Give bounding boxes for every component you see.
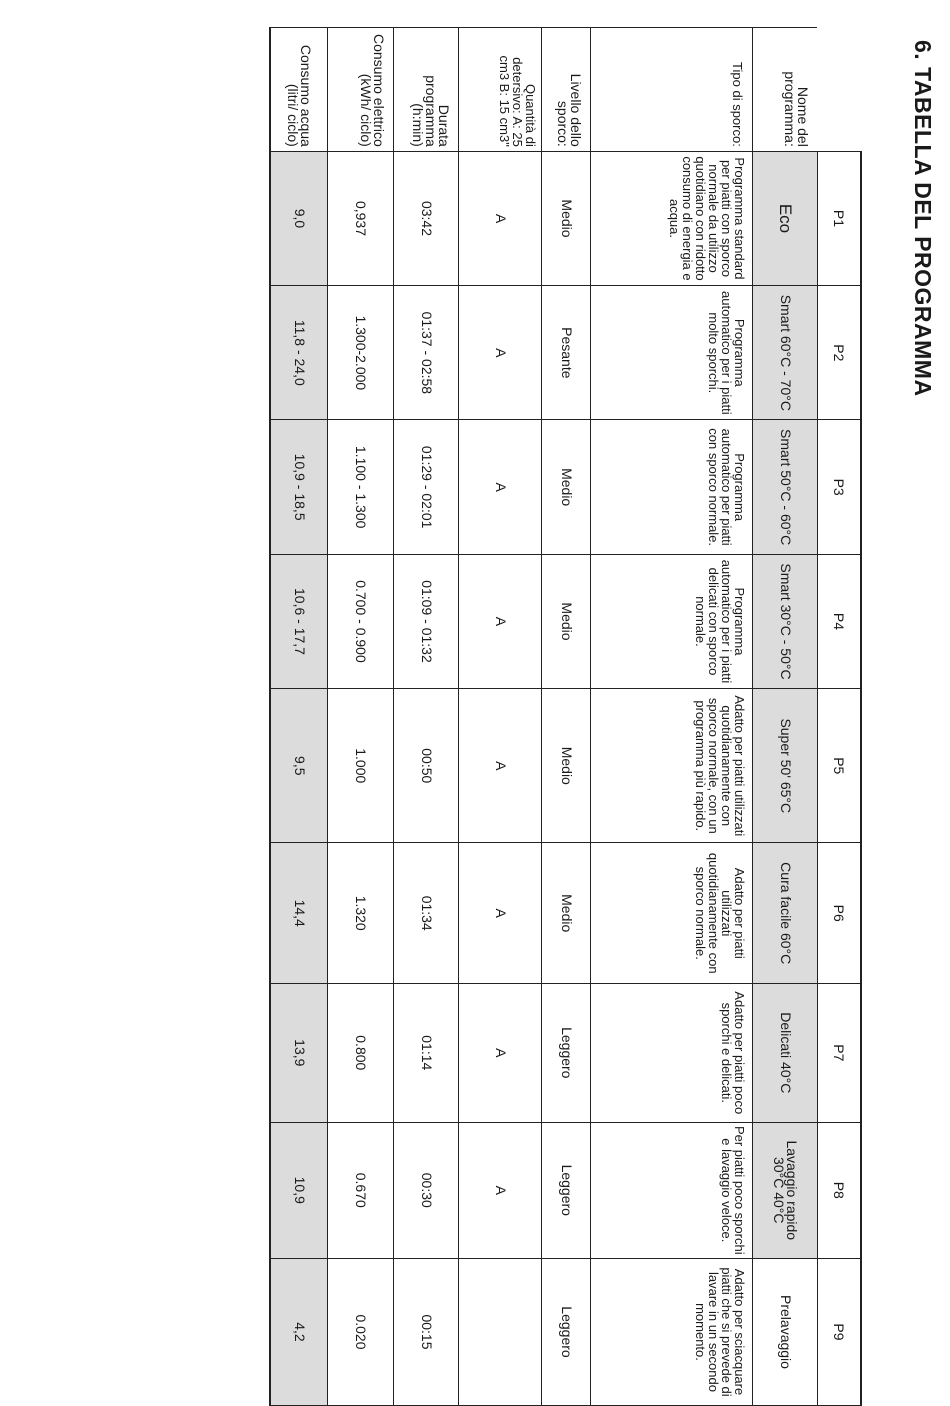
program-header-cell: P7 bbox=[818, 984, 862, 1123]
energy-cell: 1.100 - 1.300 bbox=[328, 420, 394, 554]
duration-cell: 00:50 bbox=[394, 689, 459, 843]
energy-cell: 1.300-2.000 bbox=[328, 286, 394, 420]
soil-level-cell: Pesante bbox=[542, 286, 591, 420]
detergent-row bbox=[459, 28, 542, 1406]
soil-type-cell: Per piatti poco sporchi e lavaggio veloce. bbox=[591, 1122, 753, 1258]
soil-level-cell: Medio bbox=[542, 554, 591, 688]
program-name-row bbox=[753, 28, 818, 1406]
row-label: Durata programma (h:min) bbox=[394, 28, 459, 152]
duration-cell: 03:42 bbox=[394, 151, 459, 285]
detergent-cell: A bbox=[459, 1122, 542, 1258]
energy-cell: 1.000 bbox=[328, 689, 394, 843]
program-table bbox=[270, 27, 863, 1406]
soil-level-cell: Leggero bbox=[542, 1258, 591, 1405]
duration-cell: 01:37 - 02:58 bbox=[394, 286, 459, 420]
row-label: Quantità di detersivo: A: 25 cm3 B: 15 cm3" bbox=[459, 28, 542, 152]
program-header-cell: P3 bbox=[818, 420, 862, 554]
program-name-cell: Smart 50°C - 60°C bbox=[753, 420, 818, 554]
duration-cell: 01:29 - 02:01 bbox=[394, 420, 459, 554]
water-cell: 11,8 - 24,0 bbox=[271, 286, 329, 420]
duration-cell: 01:34 bbox=[394, 843, 459, 984]
soil-type-cell: Adatto per piatti utilizzati quotidianamente con sporco normale. bbox=[591, 843, 753, 984]
program-name-cell: Prelavaggio bbox=[753, 1258, 818, 1405]
water-cell: 10,9 - 18,5 bbox=[271, 420, 329, 554]
energy-cell: 0.700 - 0.900 bbox=[328, 554, 394, 688]
energy-cell: 0,937 bbox=[328, 151, 394, 285]
energy-cell: 0.800 bbox=[328, 984, 394, 1123]
program-name-cell: Smart 30°C - 50°C bbox=[753, 554, 818, 688]
row-label: Consumo acqua (litri/ ciclo) bbox=[271, 28, 329, 152]
program-name-cell: Lavaggio rapido 30°C 40°C bbox=[753, 1122, 818, 1258]
program-name-cell: Eco bbox=[753, 151, 818, 285]
program-header-cell: P8 bbox=[818, 1122, 862, 1258]
row-label: Nome del programma: bbox=[753, 28, 818, 152]
soil-level-cell: Leggero bbox=[542, 1122, 591, 1258]
water-cell: 4,2 bbox=[271, 1258, 329, 1405]
energy-cell: 1.320 bbox=[328, 843, 394, 984]
soil-type-cell: Adatto per piatti poco sporchi e delicati. bbox=[591, 984, 753, 1123]
page-title: 6. TABELLA DEL PROGRAMMA bbox=[910, 40, 936, 397]
program-name-cell: Cura facile 60°C bbox=[753, 843, 818, 984]
detergent-cell: A bbox=[459, 286, 542, 420]
duration-cell: 00:30 bbox=[394, 1122, 459, 1258]
soil-level-cell: Medio bbox=[542, 151, 591, 285]
detergent-cell: A bbox=[459, 984, 542, 1123]
soil-type-cell: Programma automatico per i piatti delicati con sporco normale. bbox=[591, 554, 753, 688]
detergent-cell: A bbox=[459, 151, 542, 285]
soil-type-cell: Programma standard per piatti con sporco normale da utilizzo quotidiano con ridotto consumo di energia e acqua. bbox=[591, 151, 753, 285]
row-label: Livello dello sporco: bbox=[542, 28, 591, 152]
header-row bbox=[818, 28, 862, 1406]
soil-type-cell: Adatto per piatti utilizzati quotidianamente con sporco normale, con un programma più rapido. bbox=[591, 689, 753, 843]
detergent-cell: A bbox=[459, 689, 542, 843]
detergent-cell: A bbox=[459, 843, 542, 984]
duration-cell: 00:15 bbox=[394, 1258, 459, 1405]
water-cell: 13,9 bbox=[271, 984, 329, 1123]
soil-type-cell: Programma automatico per i piatti molto sporchi. bbox=[591, 286, 753, 420]
program-name-cell: Delicati 40°C bbox=[753, 984, 818, 1123]
water-cell: 14,4 bbox=[271, 843, 329, 984]
program-header-cell: P2 bbox=[818, 286, 862, 420]
row-label: Tipo di sporco: bbox=[591, 28, 753, 152]
detergent-cell: A bbox=[459, 420, 542, 554]
energy-row bbox=[328, 28, 394, 1406]
water-row bbox=[271, 28, 329, 1406]
detergent-cell bbox=[459, 1258, 542, 1405]
soil-level-row bbox=[542, 28, 591, 1406]
detergent-cell: A bbox=[459, 554, 542, 688]
header-corner bbox=[818, 28, 862, 152]
soil-type-row bbox=[591, 28, 753, 1406]
soil-level-cell: Leggero bbox=[542, 984, 591, 1123]
soil-level-cell: Medio bbox=[542, 689, 591, 843]
water-cell: 10,9 bbox=[271, 1122, 329, 1258]
water-cell: 9,5 bbox=[271, 689, 329, 843]
soil-type-cell: Adatto per sciacquare piatti che si prevede di lavare in un secondo momento. bbox=[591, 1258, 753, 1405]
energy-cell: 0.670 bbox=[328, 1122, 394, 1258]
soil-level-cell: Medio bbox=[542, 843, 591, 984]
duration-cell: 01:14 bbox=[394, 984, 459, 1123]
duration-row bbox=[394, 28, 459, 1406]
energy-cell: 0.020 bbox=[328, 1258, 394, 1405]
program-name-cell: Smart 60°C - 70°C bbox=[753, 286, 818, 420]
water-cell: 9,0 bbox=[271, 151, 329, 285]
row-label: Consumo elettrico (kWh/ ciclo) bbox=[328, 28, 394, 152]
program-header-cell: P9 bbox=[818, 1258, 862, 1405]
program-header-cell: P6 bbox=[818, 843, 862, 984]
soil-type-cell: Programma automatico per piatti con sporco normale. bbox=[591, 420, 753, 554]
duration-cell: 01:09 - 01:32 bbox=[394, 554, 459, 688]
program-header-cell: P1 bbox=[818, 151, 862, 285]
program-header-cell: P4 bbox=[818, 554, 862, 688]
water-cell: 10,6 - 17,7 bbox=[271, 554, 329, 688]
soil-level-cell: Medio bbox=[542, 420, 591, 554]
program-name-cell: Super 50' 65°C bbox=[753, 689, 818, 843]
program-header-cell: P5 bbox=[818, 689, 862, 843]
